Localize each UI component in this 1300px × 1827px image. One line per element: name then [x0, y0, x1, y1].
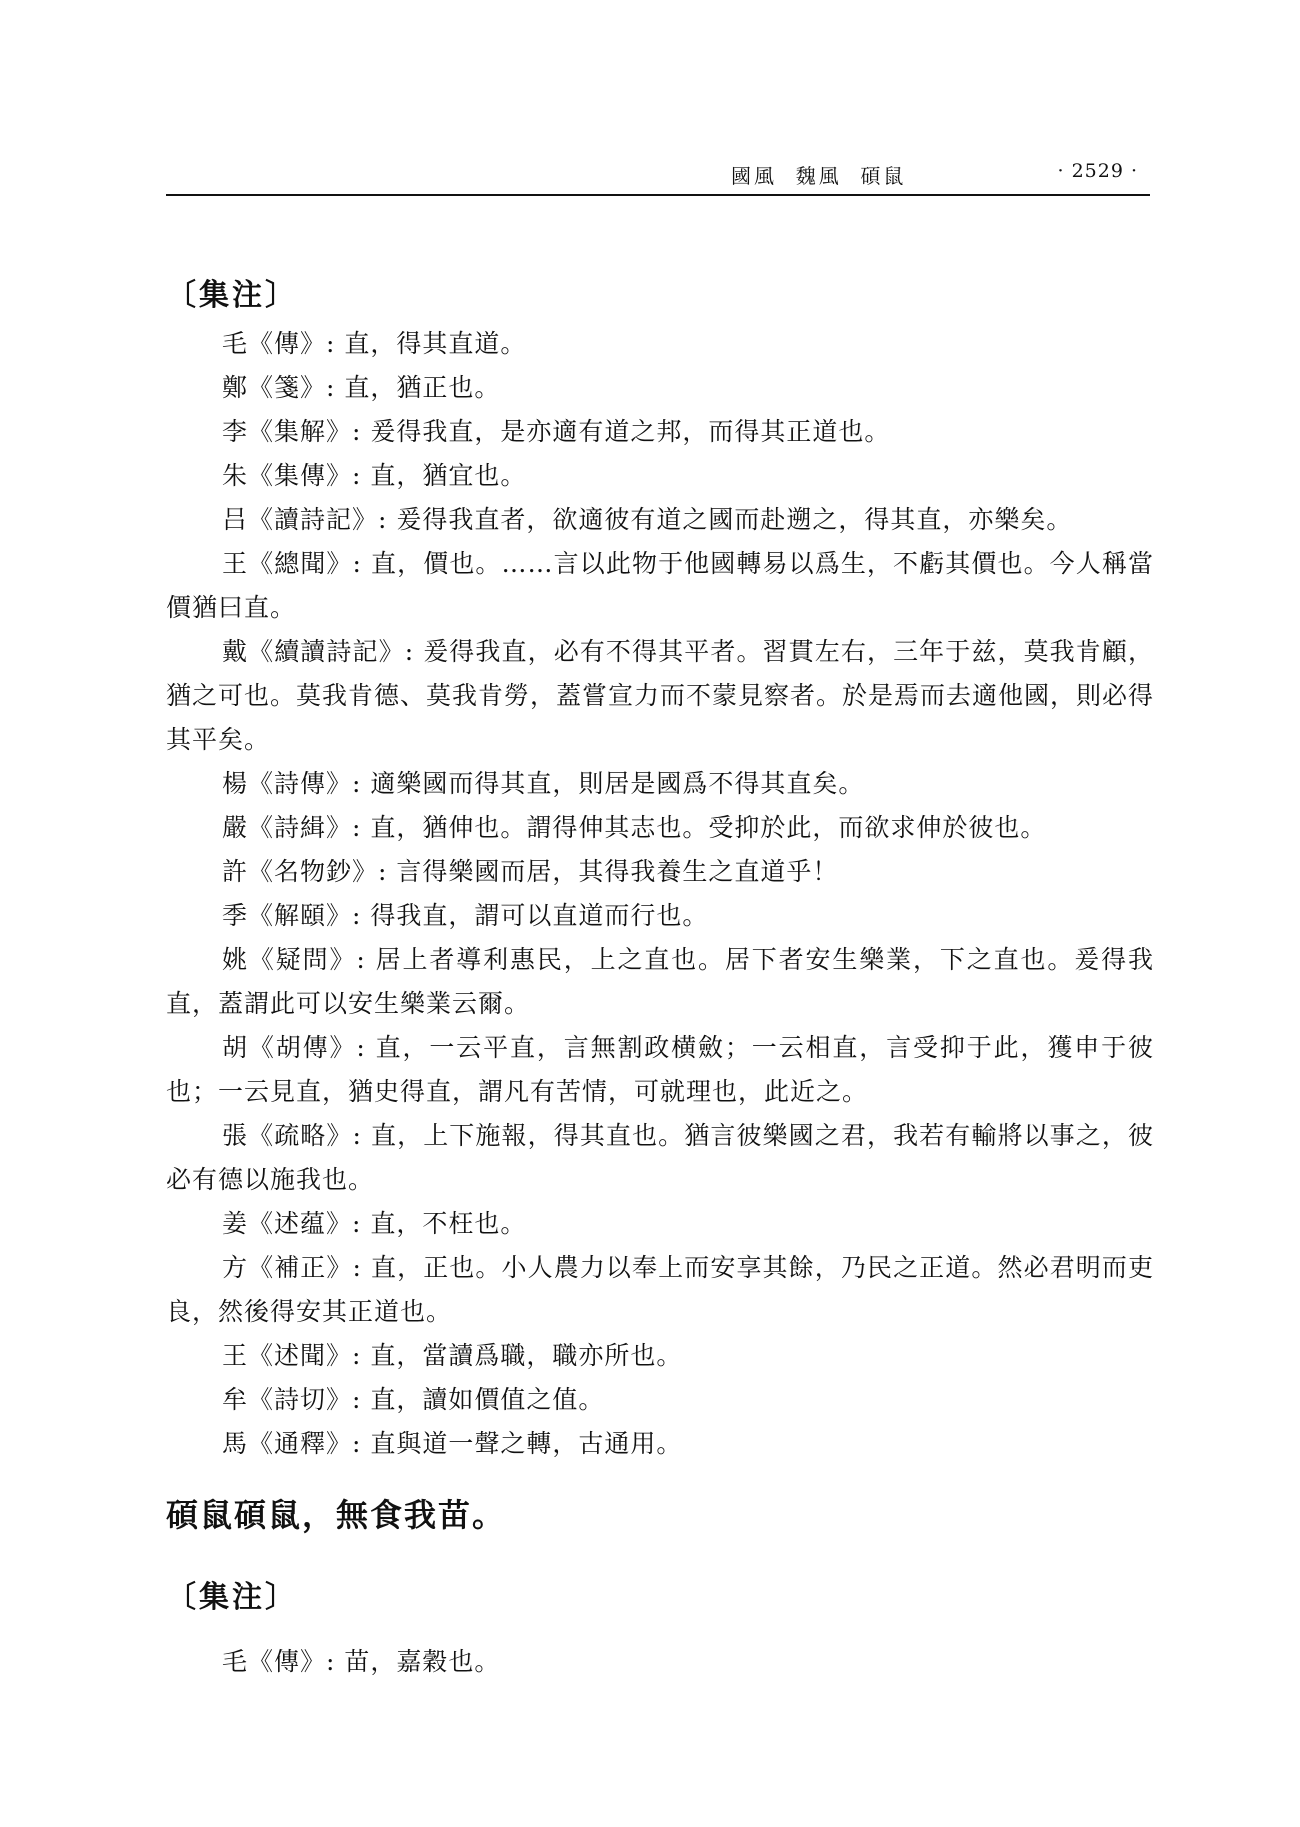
commentary-entry: 季《解頤》: 得我直，謂可以直道而行也。	[222, 901, 709, 930]
poem-verse: 碩鼠碩鼠，無食我苗。	[166, 1496, 507, 1534]
commentary-entry: 張《疏略》: 直，上下施報，得其直也。猶言彼樂國之君，我若有輸將以事之，彼必有德以施我也。	[166, 1121, 1154, 1194]
commentary-entry: 嚴《詩緝》: 直，猶伸也。謂得伸其志也。受抑於此，而欲求伸於彼也。	[222, 813, 1047, 842]
commentary-entry: 馬《通釋》: 直與道一聲之轉，古通用。	[222, 1429, 683, 1458]
commentary-entry: 王《述聞》: 直，當讀爲職，職亦所也。	[222, 1341, 683, 1370]
commentary-entry: 毛《傳》: 直，得其直道。	[222, 329, 527, 358]
commentary-entry: 牟《詩切》: 直，讀如價值之值。	[222, 1385, 605, 1414]
commentary-entry: 鄭《箋》: 直，猶正也。	[222, 373, 501, 402]
commentary-entry: 毛《傳》: 苗，嘉穀也。	[222, 1647, 501, 1676]
commentary-entry: 許《名物鈔》: 言得樂國而居，其得我養生之直道乎！	[222, 857, 839, 886]
section-heading: 〔集注〕	[166, 278, 298, 313]
commentary-entry: 方《補正》: 直，正也。小人農力以奉上而安享其餘，乃民之正道。然必君明而吏良，然後得安其正道也。	[166, 1253, 1154, 1326]
running-head	[166, 160, 1150, 196]
commentary-entry: 吕《讀詩記》: 爰得我直者，欲適彼有道之國而赴遡之，得其直，亦樂矣。	[222, 505, 1073, 534]
commentary-entry: 楊《詩傳》: 適樂國而得其直，則居是國爲不得其直矣。	[222, 769, 865, 798]
commentary-entry: 姜《述蕴》: 直，不枉也。	[222, 1209, 527, 1238]
commentary-list	[166, 1640, 1154, 1684]
commentary-entry: 朱《集傳》: 直，猶宜也。	[222, 461, 527, 490]
commentary-entry: 李《集解》: 爰得我直，是亦適有道之邦，而得其正道也。	[222, 417, 891, 446]
commentary-entry: 戴《續讀詩記》: 爰得我直，必有不得其平者。習貫左右，三年于兹，莫我肯顧，猶之可也。莫我肯德、莫我肯勞，蓋嘗宣力而不蒙見察者。於是焉而去適他國，則必得其平矣。	[166, 637, 1155, 754]
commentary-entry: 姚《疑問》: 居上者導利惠民，上之直也。居下者安生樂業，下之直也。爰得我直，蓋謂此可以安生樂業云爾。	[166, 945, 1154, 1018]
commentary-entry: 胡《胡傳》: 直，一云平直，言無割政横斂；一云相直，言受抑于此，獲申于彼也；一云見直，猶史得直，謂凡有苦情，可就理也，此近之。	[166, 1033, 1154, 1106]
page-number: · 2529 ·	[1057, 160, 1138, 182]
commentary-entry: 王《總聞》: 直，價也。……言以此物于他國轉易以爲生，不虧其價也。今人稱當價猶曰直。	[166, 549, 1154, 622]
section-heading: 〔集注〕	[166, 1580, 298, 1615]
section-title: 國風 魏風 碩鼠	[731, 164, 907, 188]
commentary-list	[166, 322, 1154, 1466]
